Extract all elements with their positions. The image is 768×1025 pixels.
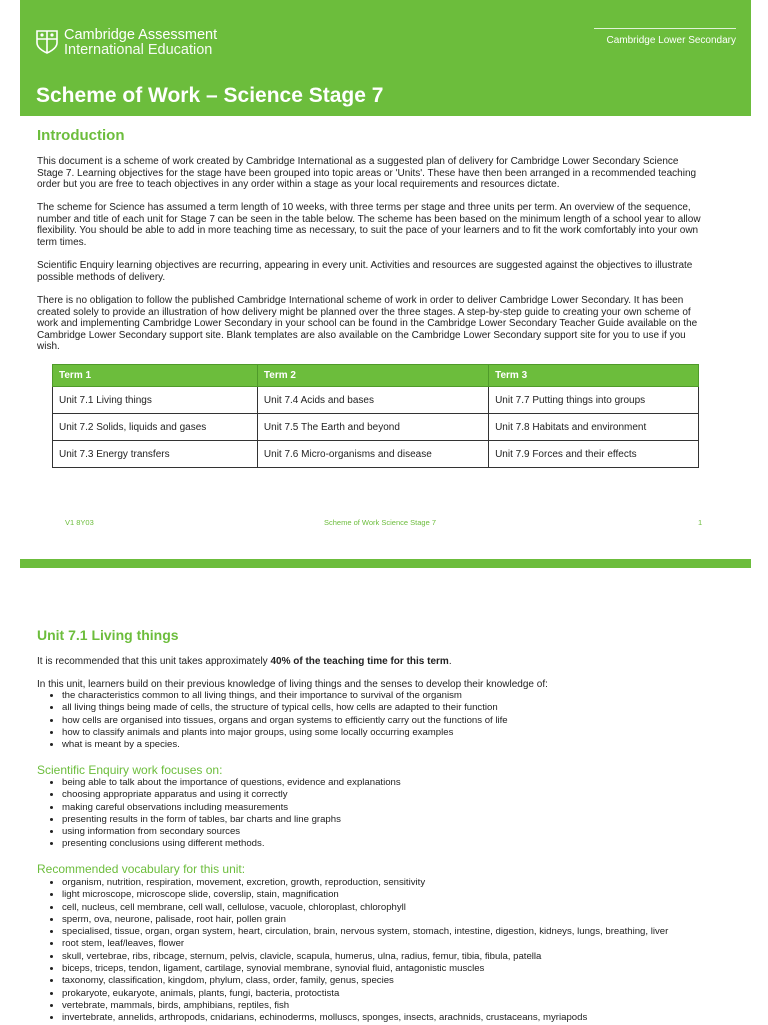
list-item: • invertebrate, annelids, arthropods, cnidarians, echinoderms, molluscs, sponges, insects, arachnids, crustaceans, myriapods [62,1012,762,1024]
introduction-heading: Introduction [37,127,125,144]
terms-table [52,364,699,468]
page-divider [20,559,751,568]
list-item: • what is meant by a species. [62,739,762,751]
page-header [20,0,751,116]
list-item: • specialised, tissue, organ, organ system, heart, circulation, brain, nervous system, stomach, intestine, digestion, kidneys, lungs, breathing, liver [62,926,762,938]
footer-version: V1 8Y03 [65,518,94,527]
list-item: • how to classify animals and plants into major groups, using some locally occurring examples [62,727,762,739]
table-cell: Unit 7.2 Solids, liquids and gases [53,414,258,441]
recommendation-text: It is recommended that this unit takes approximately [37,656,271,667]
intro-paragraph-1: This document is a scheme of work created by Cambridge International as a suggested plan of delivery for Cambridge Lower Secondary Science Stage 7. Learning objectives for the stage have been grouped into topic areas or 'Units'. These have then been arranged in a recommended teaching order but you are free to teach objectives in any order within a stage as your local requirements and resources dictate. [37,156,697,190]
table-header-term-1: Term 1 [53,365,258,387]
intro-paragraph-3: Scientific Enquiry learning objectives are recurring, appearing in every unit. Activities and resources are suggested against the objectives to illustrate possible methods of delivery. [37,260,693,283]
list-item: • prokaryote, eukaryote, animals, plants, fungi, bacteria, protoctista [62,988,762,1000]
table-cell: Unit 7.1 Living things [53,387,258,414]
table-cell: Unit 7.9 Forces and their effects [489,441,699,468]
list-item: • using information from secondary sources [62,826,762,838]
table-cell: Unit 7.7 Putting things into groups [489,387,699,414]
list-item: • sperm, ova, neurone, palisade, root hair, pollen grain [62,914,762,926]
vocabulary-list [46,877,762,1025]
build-list [46,690,762,751]
build-intro: In this unit, learners build on their previous knowledge of living things and the senses to develop their knowledge of: [37,679,548,690]
list-item: • taxonomy, classification, kingdom, phylum, class, order, family, genus, species [62,975,762,987]
list-item: • vertebrate, mammals, birds, amphibians, reptiles, fish [62,1000,762,1012]
table-cell: Unit 7.4 Acids and bases [257,387,488,414]
table-header-row [53,365,699,387]
table-cell: Unit 7.3 Energy transfers [53,441,258,468]
intro-paragraph-2: The scheme for Science has assumed a term length of 10 weeks, with three terms per stage and three units per term. An overview of the sequence, number and title of each unit for Stage 7 can be seen in the table below. The scheme has been based on the minimum length of a school year to allow flexibility. You should be able to add in more teaching time as necessary, to suit the pace of your learners and to fit the work comfortably into your own term times. [37,202,701,248]
list-item: • light microscope, microscope slide, coverslip, stain, magnification [62,889,762,901]
list-item: • biceps, triceps, tendon, ligament, cartilage, synovial membrane, synovial fluid, antagonistic muscles [62,963,762,975]
list-item: • skull, vertebrae, ribs, ribcage, sternum, pelvis, clavicle, scapula, humerus, ulna, radius, femur, tibia, fibula, patella [62,951,762,963]
table-cell: Unit 7.5 The Earth and beyond [257,414,488,441]
table-header-term-3: Term 3 [489,365,699,387]
shield-crest-icon [36,30,58,54]
list-item: • cell, nucleus, cell membrane, cell wall, cellulose, vacuole, chloroplast, chlorophyll [62,902,762,914]
unit-recommendation [37,656,703,668]
list-item: • root stem, leaf/leaves, flower [62,938,762,950]
footer-doc-title: Scheme of Work Science Stage 7 [324,518,437,527]
enquiry-list [46,777,762,851]
list-item: • being able to talk about the importance of questions, evidence and explanations [62,777,762,789]
table-row [53,441,699,468]
list-item: • the characteristics common to all living things, and their importance to survival of the organism [62,690,762,702]
table-cell: Unit 7.8 Habitats and environment [489,414,699,441]
table-row [53,387,699,414]
logo-line2: International Education [64,42,213,58]
table-row [53,414,699,441]
page-title: Scheme of Work – Science Stage 7 [36,84,384,107]
footer-page-number: 1 [698,518,703,527]
logo-wordmark [64,28,217,58]
vocabulary-heading: Recommended vocabulary for this unit: [37,862,246,876]
table-cell: Unit 7.6 Micro-organisms and disease [257,441,488,468]
programme-label: Cambridge Lower Secondary [594,28,736,46]
list-item: • organism, nutrition, respiration, movement, excretion, growth, reproduction, sensitivity [62,877,762,889]
logo-line1: Cambridge Assessment [64,27,218,43]
intro-paragraph-4: There is no obligation to follow the published Cambridge International scheme of work in order to deliver Cambridge Lower Secondary. It has been created solely to provide an illustration of how delivery might be planned over the three stages. A step-by-step guide to creating your own scheme of work and implementing Cambridge Lower Secondary in your school can be found in the Cambridge Lower Secondary Teacher Guide available on the Cambridge Lower Secondary support site. Blank templates are also available on the Cambridge Lower Secondary support site for you to use if you wish. [37,295,698,352]
list-item: • presenting conclusions using different methods. [62,838,762,850]
table-header-term-2: Term 2 [257,365,488,387]
unit-heading: Unit 7.1 Living things [37,627,179,643]
recommendation-emphasis: 40% of the teaching time for this term [270,656,449,667]
list-item: • how cells are organised into tissues, organs and organ systems to efficiently carry out the functions of life [62,715,762,727]
list-item: • presenting results in the form of tables, bar charts and line graphs [62,814,762,826]
enquiry-heading: Scientific Enquiry work focuses on: [37,763,223,777]
list-item: • choosing appropriate apparatus and using it correctly [62,789,762,801]
list-item: • making careful observations including measurements [62,802,762,814]
cambridge-logo [36,28,236,62]
list-item: • all living things being made of cells, the structure of typical cells, how cells are adapted to their function [62,702,762,714]
recommendation-end: . [448,656,452,667]
